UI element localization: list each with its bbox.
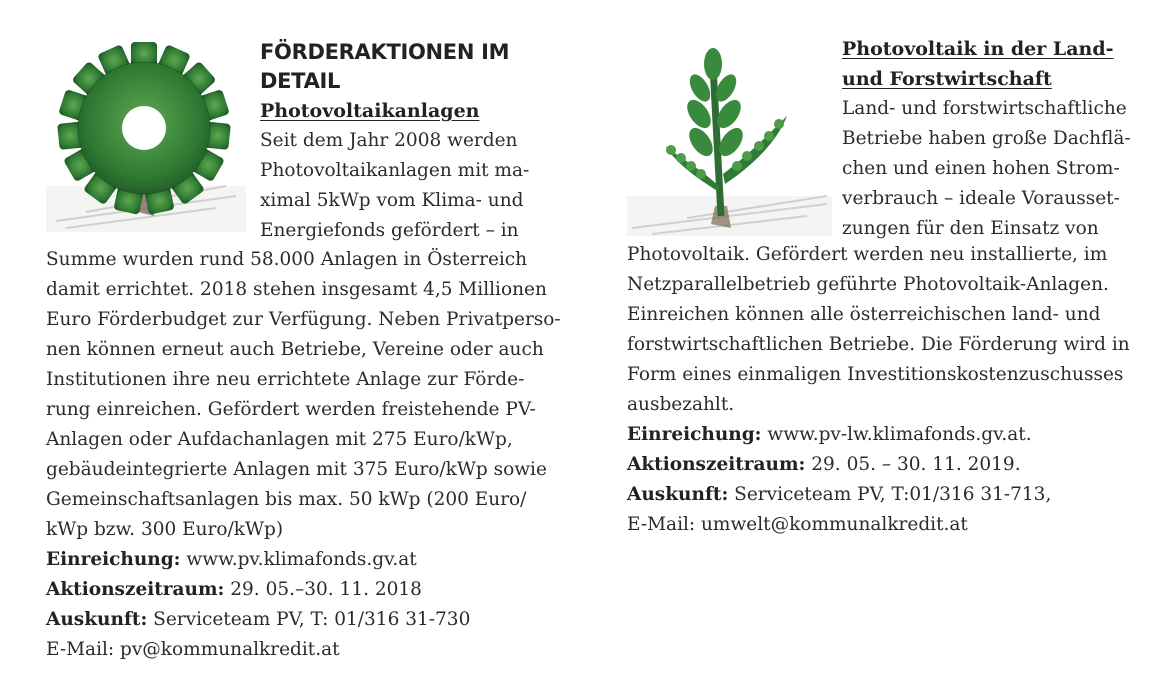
body-paragraph — [627, 240, 1130, 420]
contact-info — [627, 480, 1127, 510]
text-line: Form eines einmaligen Investitionskostenzuschusses — [627, 364, 1124, 385]
email-info[interactable]: E-Mail: umwelt@kommunalkredit.at — [627, 514, 968, 535]
text-line: ausbezahlt. — [627, 394, 735, 415]
text-line: Photovoltaik. Gefördert werden neu installierte, im — [627, 244, 1108, 265]
subheading-line: und Forstwirtschaft — [842, 68, 1052, 90]
email-info[interactable]: E-Mail: pv@kommunalkredit.at — [46, 639, 340, 660]
submission-label: Einreichung: — [46, 549, 181, 570]
body-paragraph — [46, 245, 561, 545]
period-value: 29. 05.–30. 11. 2018 — [224, 579, 422, 600]
right-article — [627, 0, 1131, 679]
text-line: Energiefonds gefördert – in — [260, 220, 519, 241]
leafy-plant-icon — [627, 46, 832, 236]
text-line: forstwirtschaftlichen Betriebe. Die Förderung wird in — [627, 334, 1130, 355]
text-line: verbrauch – ideale Vorausset- — [842, 188, 1120, 209]
contact-value: Serviceteam PV, T: 01/316 31-730 — [147, 609, 471, 630]
wrapped-paragraph — [260, 126, 550, 246]
text-line: Seit dem Jahr 2008 werden — [260, 130, 518, 151]
text-line: Einreichen können alle österreichischen land- und — [627, 304, 1101, 325]
period-label: Aktionszeitraum: — [627, 454, 806, 475]
submission-label: Einreichung: — [627, 424, 762, 445]
heading-line: FÖRDERAKTIONEN IM — [260, 40, 510, 64]
submission-link[interactable]: www.pv-lw.klimafonds.gv.at. — [761, 424, 1032, 445]
text-line: Betriebe haben große Dachflä- — [842, 128, 1131, 149]
contact-label: Auskunft: — [627, 484, 729, 505]
contact-value: Serviceteam PV, T:01/316 31-713, — [728, 484, 1052, 505]
text-line: gebäudeintegrierte Anlagen mit 375 Euro/kWp sowie — [46, 459, 547, 480]
text-line: kWp bzw. 300 Euro/kWp) — [46, 519, 284, 540]
submission-info — [627, 420, 1127, 450]
leafy-gear-icon — [46, 36, 246, 232]
text-line: damit errichtet. 2018 stehen insgesamt 4,5 Millionen — [46, 279, 547, 300]
period-label: Aktionszeitraum: — [46, 579, 225, 600]
left-article — [46, 0, 561, 679]
text-line: zungen für den Einsatz von — [842, 218, 1099, 239]
wrapped-paragraph — [842, 94, 1132, 244]
section-heading — [260, 38, 550, 96]
text-line: ximal 5kWp vom Klima- und — [260, 190, 524, 211]
contact-info — [46, 605, 546, 635]
submission-info — [46, 545, 546, 575]
period-info — [46, 575, 546, 605]
article-subheading — [842, 34, 1132, 94]
text-line: Summe wurden rund 58.000 Anlagen in Österreich — [46, 249, 528, 270]
text-line: Netzparallelbetrieb geführte Photovoltaik-Anlagen. — [627, 274, 1109, 295]
text-line: Anlagen oder Aufdachanlagen mit 275 Euro/kWp, — [46, 429, 513, 450]
text-line: Photovoltaikanlagen mit ma- — [260, 160, 530, 181]
submission-link[interactable]: www.pv.klimafonds.gv.at — [180, 549, 417, 570]
text-line: Euro Förderbudget zur Verfügung. Neben Privatperso- — [46, 309, 561, 330]
subheading-line: Photovoltaik in der Land- — [842, 38, 1114, 60]
text-line: chen und einen hohen Strom- — [842, 158, 1120, 179]
contact-label: Auskunft: — [46, 609, 148, 630]
period-value: 29. 05. – 30. 11. 2019. — [805, 454, 1021, 475]
period-info — [627, 450, 1127, 480]
text-line: rung einreichen. Gefördert werden freistehende PV- — [46, 399, 536, 420]
text-line: Gemeinschaftsanlagen bis max. 50 kWp (200 Euro/ — [46, 489, 527, 510]
text-line: Institutionen ihre neu errichtete Anlage zur Förde- — [46, 369, 525, 390]
article-subheading: Photovoltaikanlagen — [260, 100, 480, 122]
text-line: nen können erneut auch Betriebe, Vereine oder auch — [46, 339, 544, 360]
text-line: Land- und forstwirtschaftliche — [842, 98, 1127, 119]
heading-line: DETAIL — [260, 69, 341, 93]
